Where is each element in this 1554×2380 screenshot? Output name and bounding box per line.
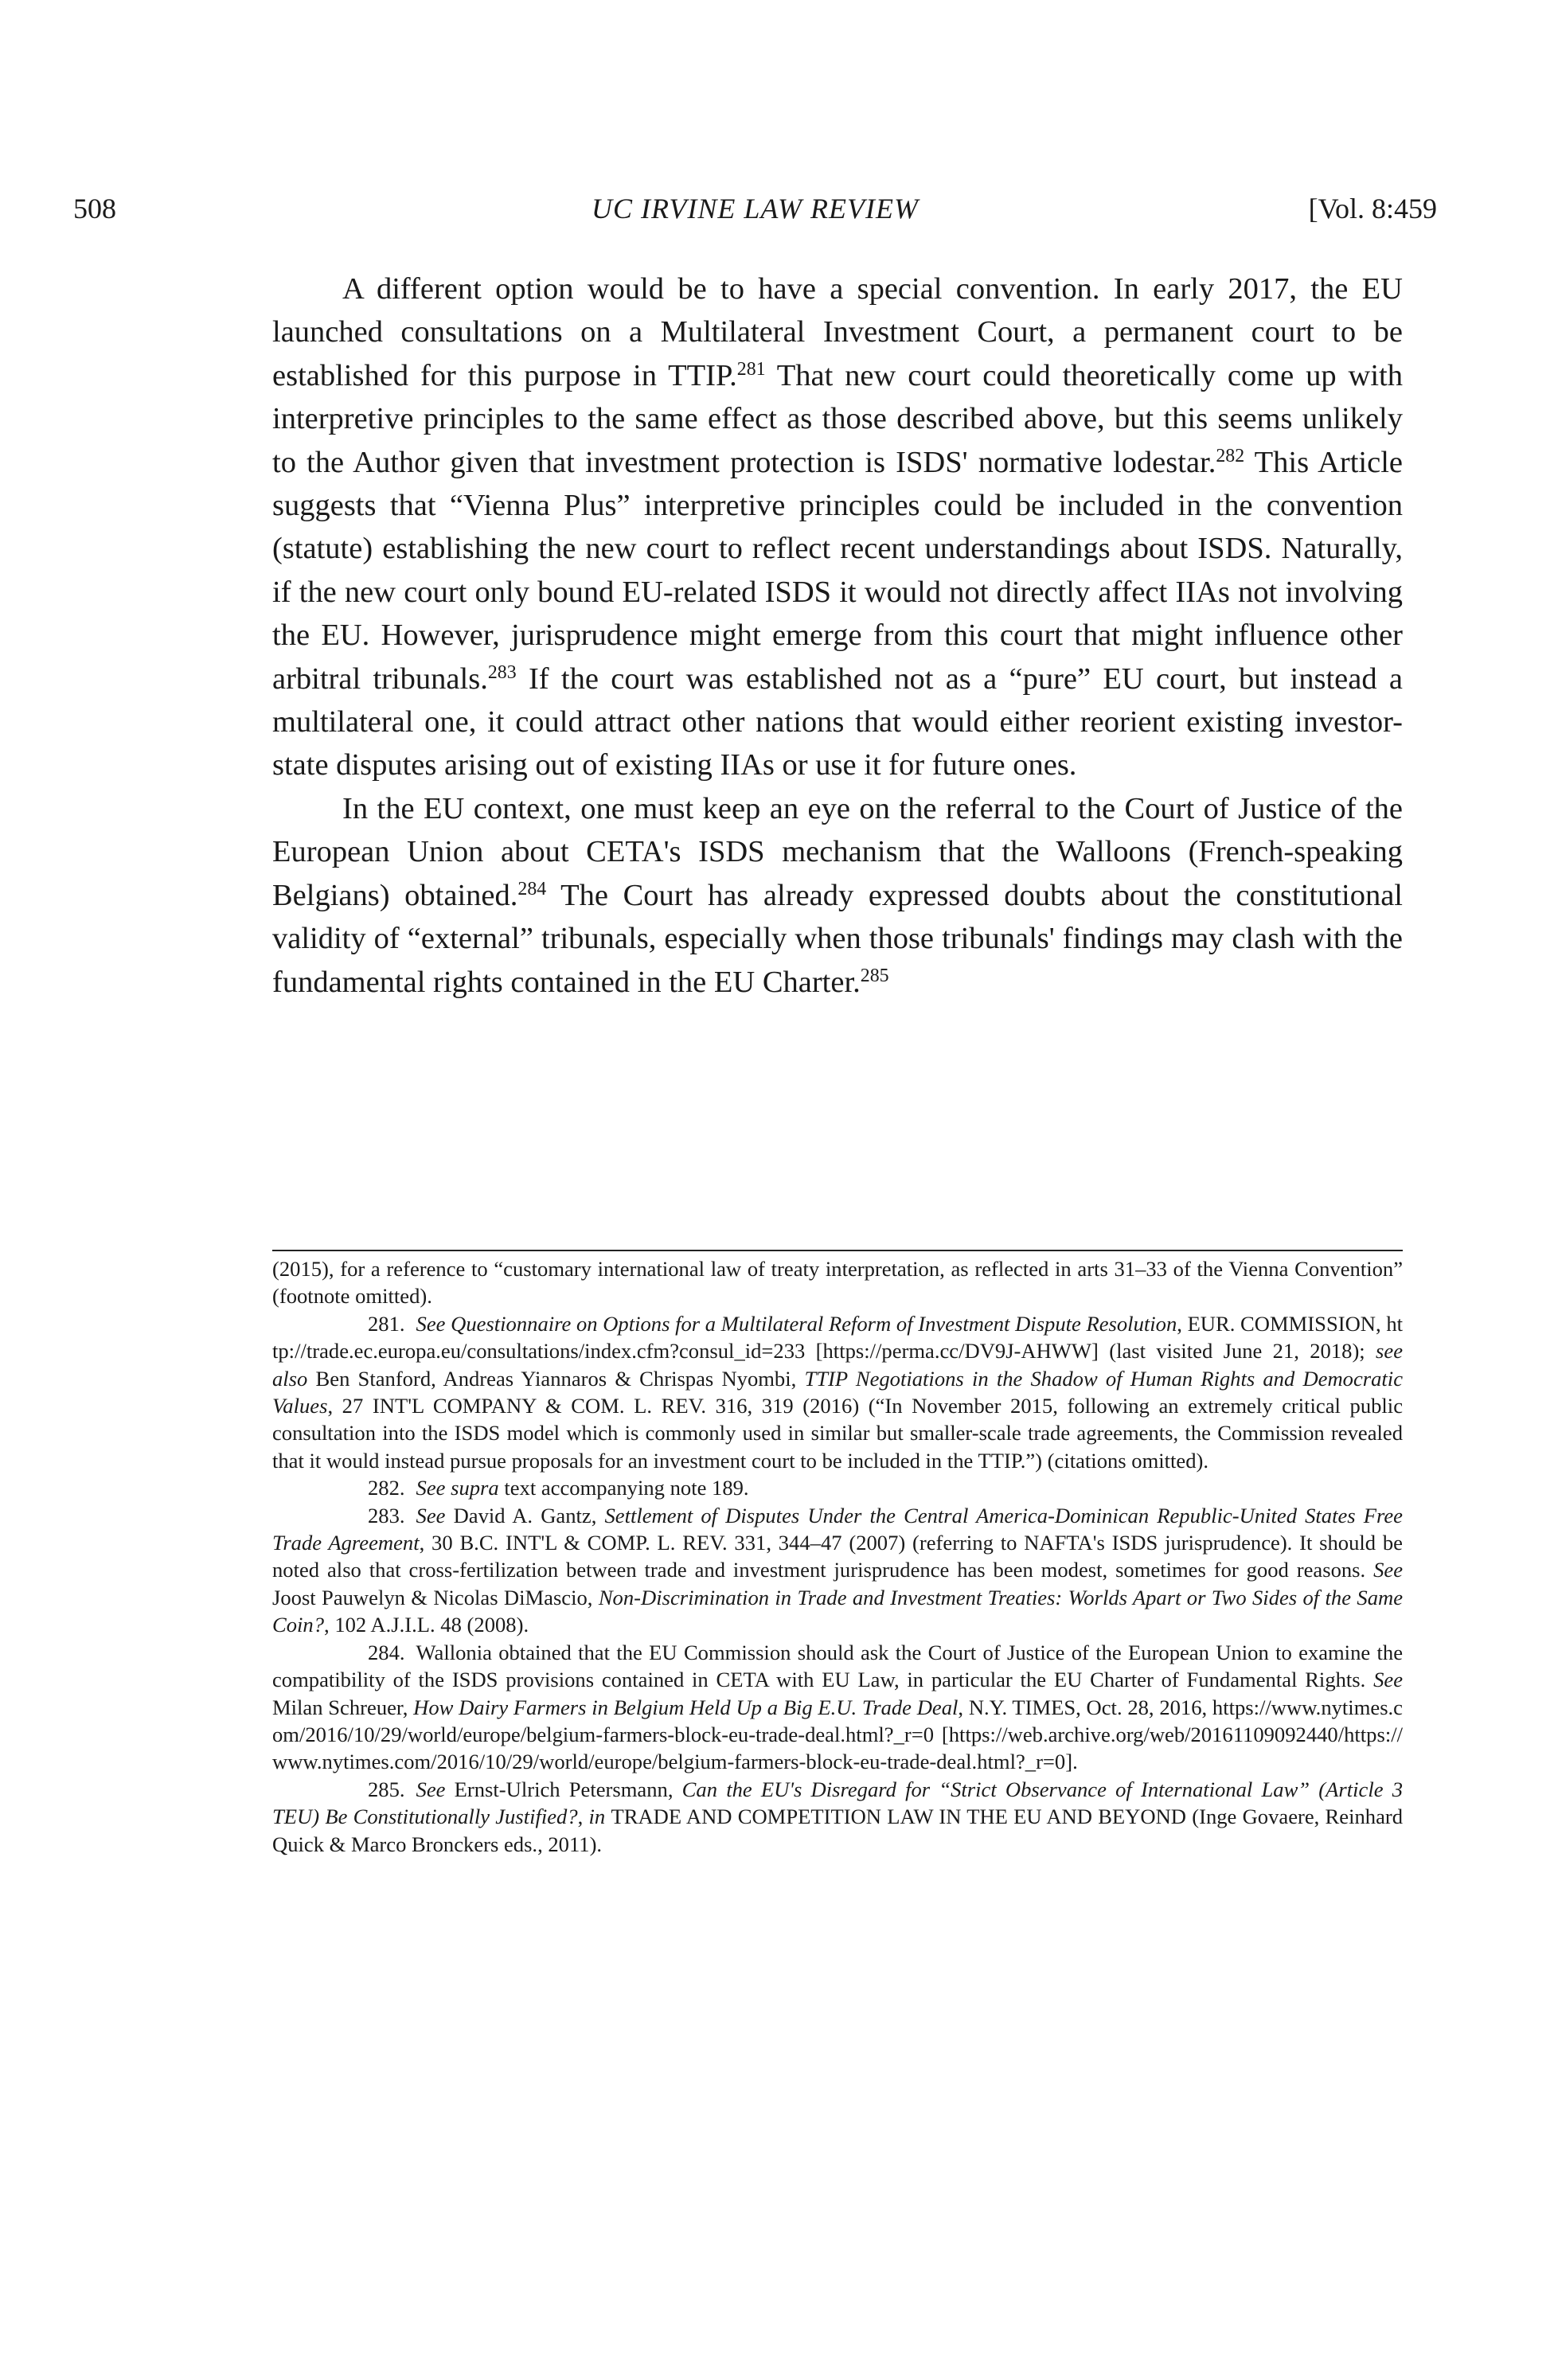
footnote-ref-285[interactable]: 285 bbox=[860, 965, 889, 986]
footnote-284 bbox=[272, 1639, 1403, 1776]
journal-name: INT'L COMPANY & COM. L. REV. bbox=[372, 1394, 707, 1418]
footnote-text: Ernst-Ulrich Petersmann, bbox=[445, 1777, 682, 1801]
signal: See bbox=[416, 1777, 446, 1801]
footnote-text: Milan Schreuer, bbox=[272, 1695, 414, 1719]
source-name: N.Y. TIMES bbox=[968, 1695, 1076, 1719]
footnote-281 bbox=[272, 1310, 1403, 1474]
cited-title: Non-Discrimination in Trade and Investment Treaties: Worlds Apart or Two Sides of the Same Coin? bbox=[272, 1585, 1403, 1637]
body-text-span: The Court has already expressed doubts about the constitutional validity of “external” tribunals, especially when those tribunals' findings may clash with the fundamental rights contained in the EU Charter. bbox=[272, 878, 1404, 999]
journal-name: B.C. INT'L & COMP. L. REV. bbox=[459, 1531, 728, 1555]
footnote-text: (Inge Govaere, Reinhard Quick & Marco Bronckers eds., 2011). bbox=[272, 1805, 1404, 1856]
footnote-ref-283[interactable]: 283 bbox=[487, 661, 517, 683]
cited-title: Settlement of Disputes Under the Central America-Dominican Republic-United States Free Trade Agreement bbox=[272, 1503, 1403, 1555]
footnote-text: , 102 A.J.I.L. 48 (2008). bbox=[324, 1613, 529, 1637]
signal: in bbox=[588, 1805, 606, 1829]
signal: See bbox=[1373, 1558, 1403, 1582]
footnote-url[interactable]: https://www.nytimes.com/2016/10/29/world/europe/belgium-farmers-block-eu-trade-deal.html?_r=0 [https://web.archive.org/web/20161109092440/https://www.nytimes.com/2016/10/29/world/europe/belgium-farmers-block-eu-trade-deal.html?_r=0] bbox=[272, 1695, 1403, 1774]
footnote-283 bbox=[272, 1502, 1403, 1639]
footnote-text: , 30 bbox=[419, 1531, 460, 1555]
body-text-span: That new court could theoretically come up with interpretive principles to the same effect as those described above, but this seems unlikely to the Author given that investment protection is ISDS' normative lodestar. bbox=[272, 358, 1403, 479]
footnote-ref-284[interactable]: 284 bbox=[517, 878, 547, 899]
footnote-number: 285. bbox=[368, 1777, 405, 1801]
signal: See bbox=[416, 1503, 446, 1527]
footnote-text: text accompanying note 189. bbox=[498, 1476, 749, 1500]
footnote-number: 284. bbox=[368, 1640, 405, 1664]
page-number: 508 bbox=[73, 193, 116, 224]
footnote-text: David A. Gantz, bbox=[445, 1503, 605, 1527]
footnote-ref-281[interactable]: 281 bbox=[736, 358, 766, 380]
signal: see also bbox=[272, 1339, 1404, 1391]
footnote-285 bbox=[272, 1776, 1403, 1858]
footnote-282 bbox=[272, 1474, 1403, 1501]
signal: See bbox=[1373, 1668, 1403, 1692]
running-header bbox=[73, 185, 1437, 232]
body-text-span: A different option would be to have a special convention. In early 2017, the EU launched consultations on a Multilateral Investment Court, a permanent court to be established for this purpose in TTIP. bbox=[272, 272, 1403, 392]
main-text bbox=[272, 267, 1403, 1004]
footnote-text: Ben Stanford, Andreas Yiannaros & Chrispas Nyombi, bbox=[307, 1366, 805, 1391]
cited-title: TTIP Negotiations in the Shadow of Human Rights and Democratic Values bbox=[272, 1366, 1404, 1418]
cited-title: Questionnaire on Options for a Multilateral Reform of Investment Dispute Resolution bbox=[451, 1311, 1177, 1336]
body-paragraph-1 bbox=[272, 267, 1403, 787]
footnote-text: Joost Pauwelyn & Nicolas DiMascio, bbox=[272, 1585, 599, 1609]
footnote-divider bbox=[272, 1250, 1403, 1251]
footnote-text: , bbox=[577, 1805, 589, 1829]
footnote-text: , bbox=[958, 1695, 969, 1719]
body-paragraph-2 bbox=[272, 787, 1403, 1004]
volume-citation: [Vol. 8:459 bbox=[1308, 193, 1437, 224]
footnote-text: , 27 bbox=[327, 1394, 373, 1418]
footnote-url[interactable]: http://trade.ec.europa.eu/consultations/index.cfm?consul_id=233 [https://perma.cc/DV9J-AHWW] bbox=[272, 1311, 1403, 1364]
body-text-span: If the court was established not as a “pure” EU court, but instead a multilateral one, it could attract other nations that would either reorient existing investor-state disputes arising out of existing IIAs or use it for future ones. bbox=[272, 661, 1403, 782]
footnote-ref-282[interactable]: 282 bbox=[1216, 445, 1245, 466]
footnote-number: 282. bbox=[368, 1476, 405, 1500]
body-text-span: In the EU context, one must keep an eye on the referral to the Court of Justice of the European Union about CETA's ISDS mechanism that the Walloons (French-speaking Belgians) obtained. bbox=[272, 791, 1403, 912]
cited-title: How Dairy Farmers in Belgium Held Up a Big E.U. Trade Deal bbox=[413, 1695, 959, 1719]
footnotes-section bbox=[272, 1255, 1403, 1858]
signal: See bbox=[416, 1311, 446, 1336]
footnote-continuation: (2015), for a reference to “customary international law of treaty interpretation, as reflected in arts 31–33 of the Vienna Convention” (footnote omitted). bbox=[272, 1257, 1403, 1309]
footnote-text: , bbox=[1177, 1311, 1188, 1336]
source-name: EUR. COMMISSION bbox=[1187, 1311, 1376, 1336]
journal-title: UC IRVINE LAW REVIEW bbox=[592, 193, 919, 224]
body-text-span: This Article suggests that “Vienna Plus” interpretive principles could be included in the convention (statute) establishing the new court to reflect recent understandings about ISDS. Naturally, if the new court only bound EU-related ISDS it would not directly affect IIAs not involving the EU. However, jurisprudence might emerge from this court that might influence other arbitral tribunals. bbox=[272, 445, 1403, 696]
footnote-text: . bbox=[1072, 1750, 1078, 1774]
signal: See supra bbox=[416, 1476, 499, 1500]
footnote-text: 316, 319 (2016) (“In November 2015, following an extremely critical public consultation into the ISDS model which is commonly used in similar but smaller-scale trade agreements, the Commission revealed that it would instead pursue proposals for an investment court to be included in the TTIP.”) (citations omitted). bbox=[272, 1394, 1403, 1473]
footnote-number: 283. bbox=[368, 1503, 405, 1527]
footnote-number: 281. bbox=[368, 1311, 405, 1336]
footnote-text: , Oct. 28, 2016, bbox=[1076, 1695, 1212, 1719]
book-title: TRADE AND COMPETITION LAW IN THE EU AND BEYOND bbox=[611, 1805, 1187, 1829]
footnote-text: Wallonia obtained that the EU Commission should ask the Court of Justice of the European Union to examine the compatibility of the ISDS provisions contained in CETA with EU Law, in particular the EU Charter of Fundamental Rights. bbox=[272, 1640, 1403, 1692]
footnote-text: 331, 344–47 (2007) (referring to NAFTA's ISDS jurisprudence). It should be noted also that cross-fertilization between trade and investment jurisprudence has been modest, sometimes for good reasons. bbox=[272, 1531, 1403, 1582]
cited-title: Can the EU's Disregard for “Strict Observance of International Law” (Article 3 TEU) Be Constitutionally Justified? bbox=[272, 1777, 1403, 1829]
footnote-text: , bbox=[1376, 1311, 1387, 1336]
footnote-text: (last visited June 21, 2018); bbox=[1098, 1339, 1376, 1364]
